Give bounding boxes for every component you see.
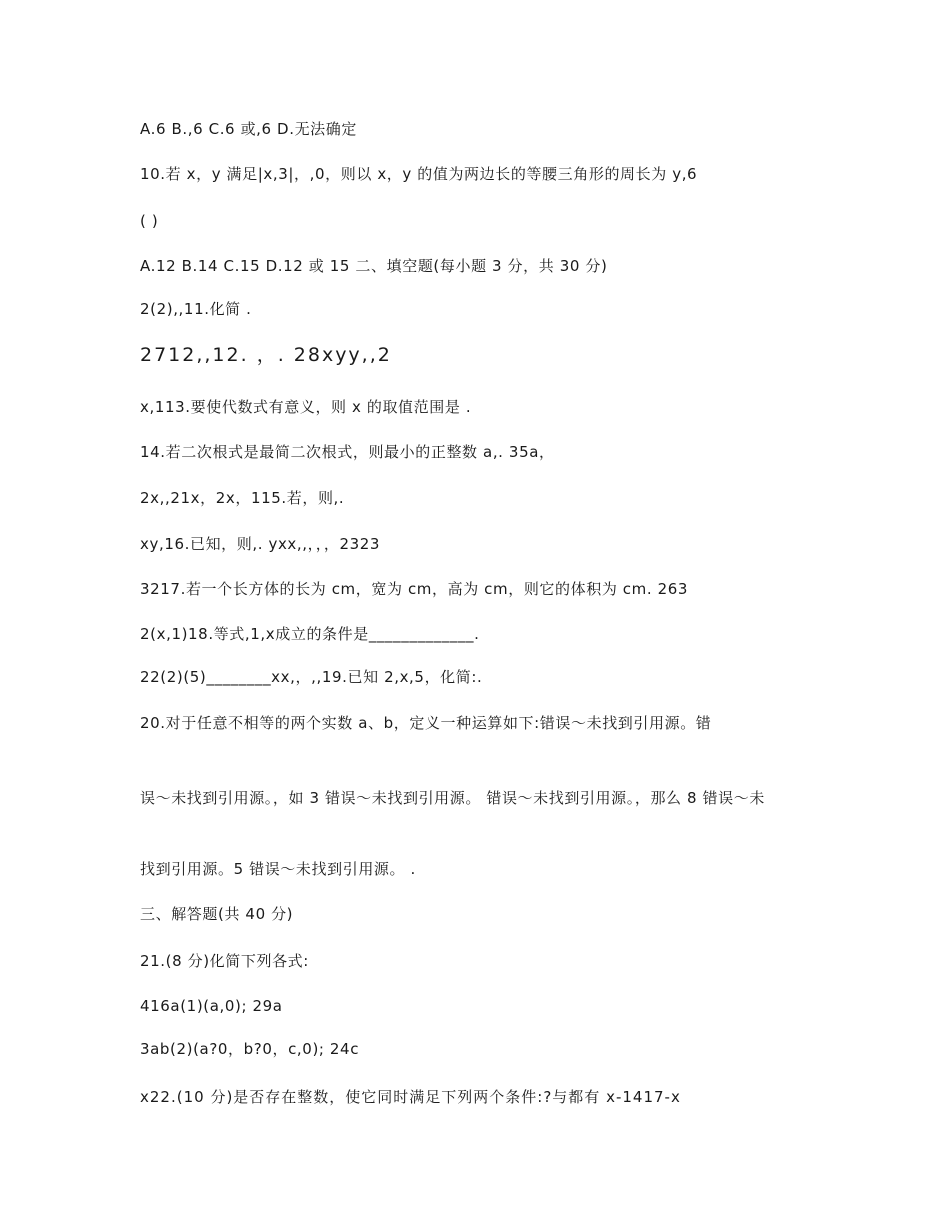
answer-options-q9: A.6 B.,6 C.6 或,6 D.无法确定 — [140, 120, 357, 138]
question-20-part-3: 找到引用源。5 错误～未找到引用源。 . — [140, 860, 416, 878]
question-19: 22(2)(5)________xx,，,,19.已知 2,x,5，化简:. — [140, 668, 483, 686]
question-16: xy,16.已知，则,. yxx,,，，，2323 — [140, 535, 381, 553]
question-20-part-2: 误～未找到引用源。，如 3 错误～未找到引用源。 错误～未找到引用源。，那么 8 错误～未 — [140, 789, 765, 807]
question-20-part-1: 20.对于任意不相等的两个实数 a、b，定义一种运算如下:错误～未找到引用源。错 — [140, 714, 712, 732]
answer-options-q10-section-2: A.12 B.14 C.15 D.12 或 15 二、填空题(每小题 3 分，共 30 分) — [140, 257, 608, 275]
question-12: 2712,,12. ，. 28xyy,,2 — [140, 344, 392, 366]
question-14: 14.若二次根式是最简二次根式，则最小的正整数 a,. 35a， — [140, 443, 555, 461]
question-11: 2(2),,11.化简 . — [140, 300, 252, 318]
section-3-heading: 三、解答题(共 40 分) — [140, 905, 294, 923]
question-21-part-1: 416a(1)(a,0); 29a — [140, 997, 283, 1015]
question-17: 3217.若一个长方体的长为 cm，宽为 cm，高为 cm，则它的体积为 cm. 263 — [140, 580, 689, 598]
question-15: 2x,,21x，2x，115.若，则,. — [140, 489, 345, 507]
question-10: 10.若 x，y 满足|x,3|，,0，则以 x，y 的值为两边长的等腰三角形的周长为 y,6 — [140, 165, 698, 183]
question-18: 2(x,1)18.等式,1,x成立的条件是_____________. — [140, 625, 480, 643]
answer-bracket-q10: ( ) — [140, 212, 159, 230]
question-21-part-2: 3ab(2)(a?0，b?0，c,0); 24c — [140, 1040, 360, 1058]
question-13: x,113.要使代数式有意义，则 x 的取值范围是 . — [140, 398, 472, 416]
question-21: 21.(8 分)化简下列各式: — [140, 952, 309, 970]
question-22: x22.(10 分)是否存在整数，使它同时满足下列两个条件:?与都有 x-1417-x — [140, 1088, 681, 1106]
